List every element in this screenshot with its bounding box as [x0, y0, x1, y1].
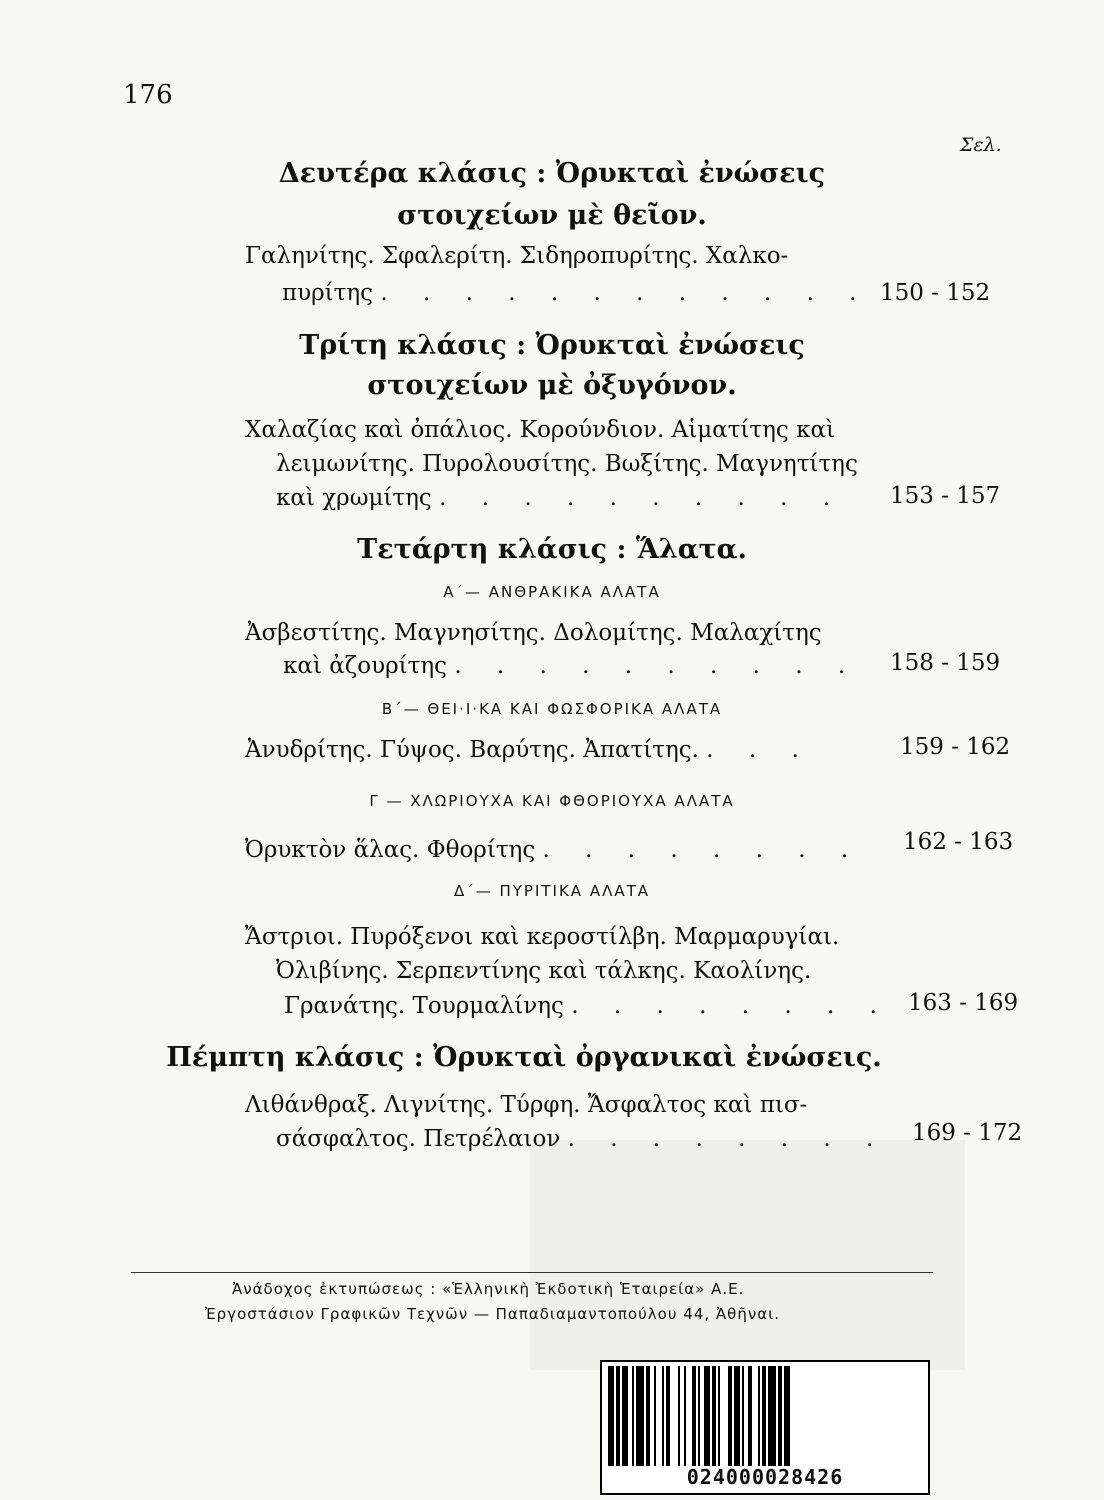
entry-line-with-dots — [245, 737, 813, 763]
barcode-bars — [608, 1366, 924, 1466]
barcode-bar — [646, 1366, 650, 1466]
barcode-bar — [742, 1366, 744, 1466]
page-range: 169 - 172 — [912, 1120, 1023, 1146]
page-range: 153 - 157 — [890, 483, 1001, 509]
leader-dots: . . . . . . . . — [567, 1126, 888, 1152]
leader-dots: . . . . . . . . — [542, 837, 863, 863]
barcode-number: 024000028426 — [686, 1465, 844, 1489]
leader-dots: . . . . . . . . . . . . — [380, 280, 871, 306]
barcode-bar — [704, 1366, 710, 1466]
barcode-bar — [728, 1366, 732, 1466]
entry-text: Γρανάτης. Τουρμαλίνης — [284, 993, 564, 1019]
entry-line: Ὀλιβίνης. Σερπεντίνης καὶ τάλκης. Καολίνης. — [276, 958, 812, 984]
leader-dots: . . . — [706, 737, 813, 763]
entry-line: Γαληνίτης. Σφαλερίτη. Σιδηροπυρίτης. Χαλκο- — [245, 243, 789, 269]
page-range: 159 - 162 — [900, 734, 1011, 760]
entry-text: Ὀρυκτὸν ἅλας. Φθορίτης — [245, 837, 536, 863]
subsection-heading-d: Δ΄— ΠΥΡΙΤΙΚΑ ΑΛΑΤΑ — [453, 882, 651, 900]
entry-line: Λιθάνθραξ. Λιγνίτης. Τύρφη. Ἄσφαλτος καὶ πισ- — [245, 1092, 808, 1118]
barcode-bar — [778, 1366, 782, 1466]
entry-line-with-dots — [284, 993, 891, 1019]
subsection-heading-b: Β΄— ΘΕΙ·Ι·ΚΑ ΚΑΙ ΦΩΣΦΟΡΙΚΑ ΑΛΑΤΑ — [381, 700, 723, 718]
barcode-bar — [654, 1366, 656, 1466]
page-range: 162 - 163 — [903, 829, 1014, 855]
barcode-bar — [712, 1366, 716, 1466]
barcode-bar — [666, 1366, 670, 1466]
entry-line: Ἄστριοι. Πυρόξενοι καὶ κεροστίλβη. Μαρμαρυγίαι. — [245, 924, 840, 950]
entry-line-with-dots — [276, 485, 844, 511]
section-heading-fourth: Τετάρτη κλάσις : Ἅλατα. — [357, 534, 747, 565]
barcode-bar — [616, 1366, 620, 1466]
barcode-bar — [698, 1366, 700, 1466]
printer-credit-line-1: Ἀνάδοχος ἐκτυπώσεως : «Ἑλληνικὴ Ἐκδοτικὴ Ἑταιρεία» Α.Ε. — [232, 1280, 745, 1298]
entry-text: σάσφαλτος. Πετρέλαιον — [276, 1126, 561, 1152]
entry-line: Χαλαζίας καὶ ὀπάλιος. Κορούνδιον. Αἱματίτης καὶ — [245, 417, 836, 443]
barcode-bar — [662, 1366, 664, 1466]
section-heading-third-2: στοιχείων μὲ ὀξυγόνον. — [367, 370, 737, 401]
barcode — [600, 1360, 930, 1495]
subsection-heading-c: Γ — ΧΛΩΡΙΟΥΧΑ ΚΑΙ ΦΘΟΡΙΟΥΧΑ ΑΛΑΤΑ — [369, 792, 735, 810]
leader-dots: . . . . . . . . — [571, 993, 891, 1019]
section-heading-third-1: Τρίτη κλάσις : Ὀρυκταὶ ἐνώσεις — [299, 330, 805, 361]
section-heading-second-1: Δευτέρα κλάσις : Ὀρυκταὶ ἐνώσεις — [278, 158, 826, 189]
barcode-bar — [684, 1366, 686, 1466]
barcode-bar — [678, 1366, 680, 1466]
section-heading-second-2: στοιχείων μὲ θεῖον. — [397, 200, 707, 231]
leader-dots: . . . . . . . . . . — [439, 485, 845, 511]
entry-line: λειμωνίτης. Πυρολουσίτης. Βωξίτης. Μαγνητίτης — [276, 451, 858, 477]
barcode-bar — [622, 1366, 628, 1466]
entry-line: Ἀσβεστίτης. Μαγνησίτης. Δολομίτης. Μαλαχίτης — [245, 620, 822, 646]
barcode-bar — [718, 1366, 720, 1466]
entry-line-with-dots — [276, 1126, 887, 1152]
page-shading — [530, 1140, 965, 1370]
page-range: 158 - 159 — [890, 650, 1001, 676]
barcode-bar — [734, 1366, 740, 1466]
footer-rule — [131, 1272, 933, 1273]
entry-text: καὶ ἀζουρίτης — [283, 653, 447, 679]
barcode-bar — [758, 1366, 760, 1466]
barcode-bar — [768, 1366, 776, 1466]
barcode-bar — [632, 1366, 634, 1466]
subsection-heading-a: Α΄— ΑΝΘΡΑΚΙΚΑ ΑΛΑΤΑ — [443, 583, 661, 601]
entry-line-with-dots — [282, 280, 871, 306]
barcode-bar — [636, 1366, 644, 1466]
page-range: 163 - 169 — [908, 990, 1019, 1016]
barcode-bar — [762, 1366, 766, 1466]
page-column-label: Σελ. — [960, 134, 1002, 156]
entry-text: Ἀνυδρίτης. Γύψος. Βαρύτης. Ἀπατίτης. — [245, 737, 699, 763]
entry-line-with-dots — [245, 837, 862, 863]
barcode-bar — [784, 1366, 790, 1466]
entry-line-with-dots — [283, 653, 859, 679]
barcode-bar — [748, 1366, 752, 1466]
barcode-bar — [608, 1366, 614, 1466]
entry-text: καὶ χρωμίτης — [276, 485, 432, 511]
leader-dots: . . . . . . . . . . — [454, 653, 860, 679]
page-range: 150 - 152 — [880, 280, 991, 306]
printer-credit-line-2: Ἐργοστάσιον Γραφικῶν Τεχνῶν — Παπαδιαμαντοπούλου 44, Ἀθῆναι. — [205, 1305, 780, 1323]
barcode-bar — [692, 1366, 696, 1466]
entry-text: πυρίτης — [282, 280, 374, 306]
section-heading-fifth: Πέμπτη κλάσις : Ὀρυκταὶ ὀργανικαὶ ἐνώσεις. — [166, 1042, 882, 1073]
page-number: 176 — [123, 80, 173, 110]
